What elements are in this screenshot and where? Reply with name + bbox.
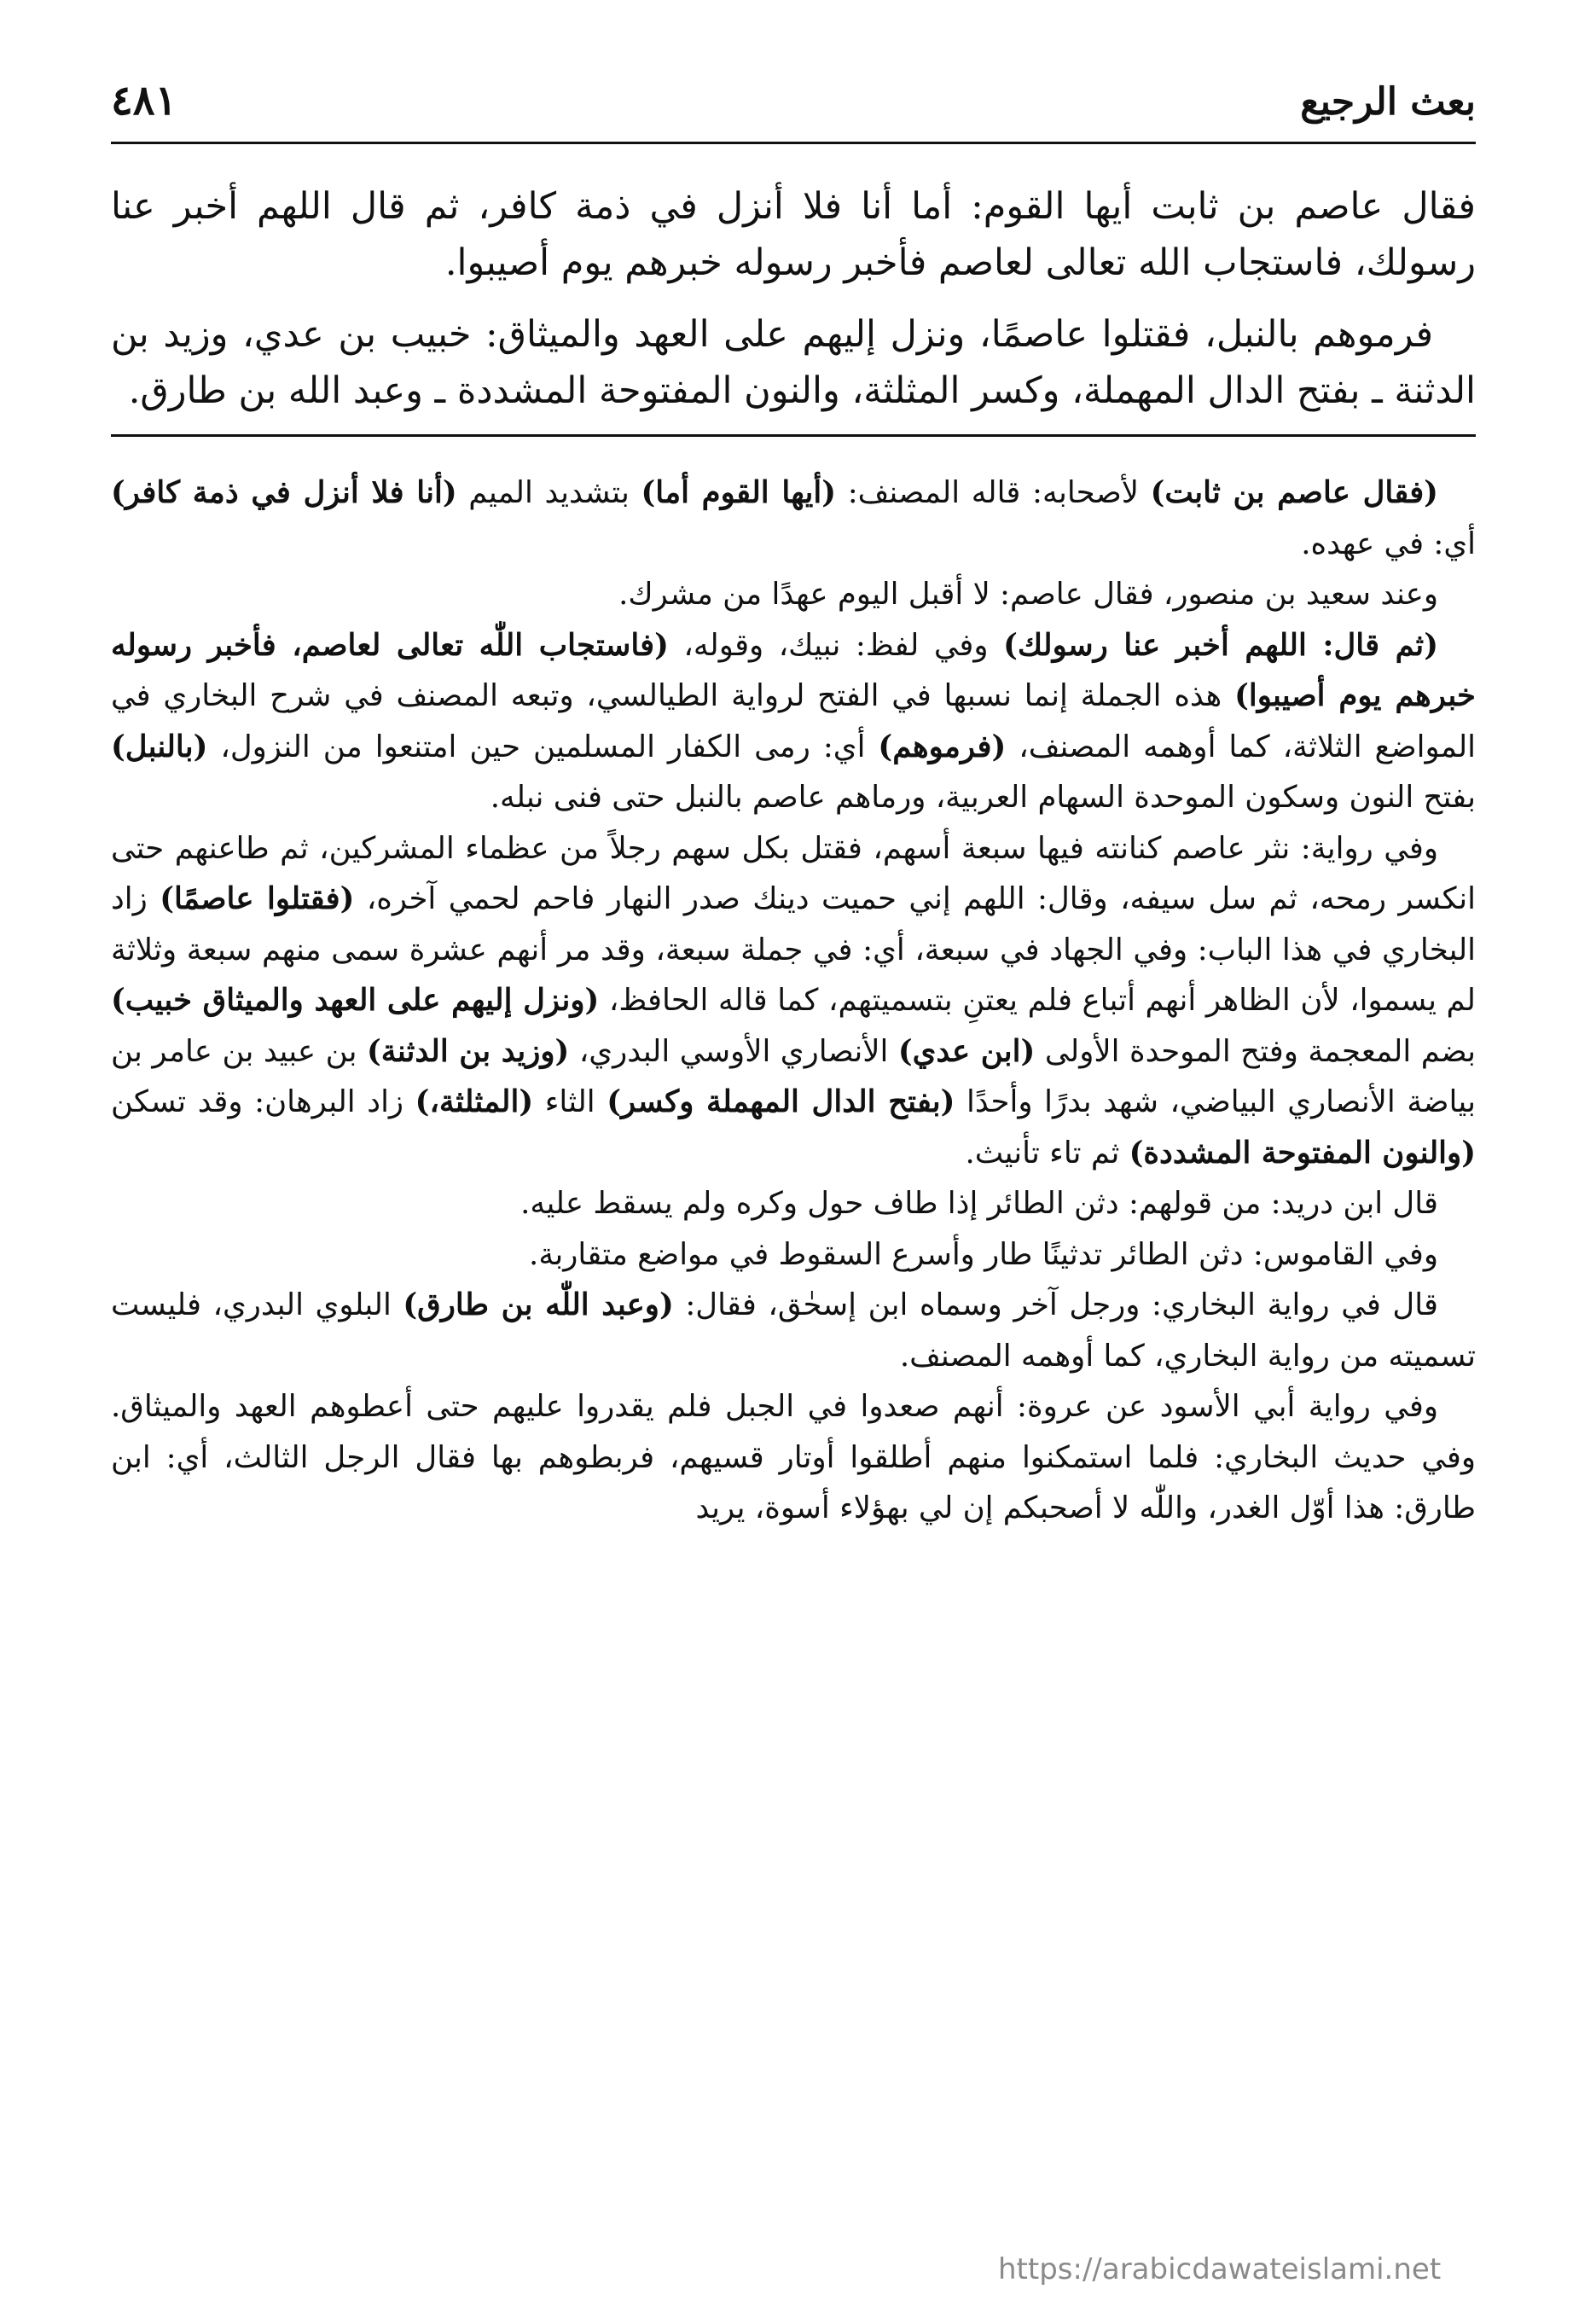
quoted-matn-phrase: (أنا فلا أنزل في ذمة كافر) bbox=[111, 475, 457, 510]
quoted-matn-phrase: (بالنبل) bbox=[111, 729, 208, 764]
commentary-phrase: الثاء bbox=[533, 1084, 607, 1119]
commentary-paragraph bbox=[111, 823, 1476, 1179]
commentary-phrase: بتشديد الميم bbox=[456, 475, 641, 510]
commentary-paragraph bbox=[111, 1381, 1476, 1534]
quoted-matn-phrase: (والنون المفتوحة المشددة) bbox=[1129, 1135, 1476, 1171]
quoted-matn-phrase: (ابن عدي) bbox=[897, 1033, 1036, 1069]
commentary-paragraph bbox=[111, 569, 1476, 620]
commentary-phrase: قال ابن دريد: من قولهم: دثن الطائر إذا طاف حول وكره ولم يسقط عليه. bbox=[520, 1186, 1438, 1221]
quoted-matn-phrase: (وزيد بن الدثنة) bbox=[366, 1033, 570, 1069]
watermark-url: https://arabicdawateislami.net bbox=[998, 2252, 1442, 2286]
commentary-phrase: أي: في عهده. bbox=[1301, 526, 1476, 561]
commentary-phrase: زاد البرهان: وقد تسكن bbox=[111, 1084, 415, 1119]
quoted-matn-phrase: (فرموهم) bbox=[878, 729, 1007, 764]
commentary-phrase: وعند سعيد بن منصور، فقال عاصم: لا أقبل اليوم عهدًا من مشرك. bbox=[618, 577, 1438, 612]
commentary-phrase: بن عبيد بن عامر بن بياضة الأنصاري البياضي، شهد بدرًا وأحدًا bbox=[111, 1033, 1476, 1119]
commentary-phrase: لأصحابه: قاله المصنف: bbox=[836, 475, 1151, 510]
quoted-matn-phrase: (وعبد اللّٰه بن طارق) bbox=[403, 1287, 674, 1322]
commentary-paragraph bbox=[111, 468, 1476, 569]
quoted-matn-phrase: (ونزل إليهم على العهد والميثاق خبيب) bbox=[111, 983, 600, 1018]
commentary-paragraph bbox=[111, 1280, 1476, 1381]
commentary-phrase: هذه الجملة إنما نسبها في الفتح لرواية الطيالسي، وتبعه المصنف في شرح البخاري في المواضع الثلاثة، كما أوهمه المصنف، bbox=[111, 678, 1476, 764]
page-number: ٤٨١ bbox=[111, 77, 177, 125]
quoted-matn-phrase: (المثلثة،) bbox=[415, 1084, 534, 1119]
main-text-paragraph: فرموهم بالنبل، فقتلوا عاصمًا، ونزل إليهم على العهد والميثاق: خبيب بن عدي، وزيد بن الدثنة ـ بفتح الدال المهملة، وكسر المثلثة، والنون المفتوحة المشددة ـ وعبد الله بن طارق. bbox=[111, 313, 1476, 412]
running-header bbox=[111, 75, 1476, 144]
commentary-phrase: وفي القاموس: دثن الطائر تدثينًا طار وأسرع السقوط في مواضع متقاربة. bbox=[529, 1236, 1438, 1272]
commentary-phrase: بفتح النون وسكون الموحدة السهام العربية، ورماهم عاصم بالنبل حتى فنى نبله. bbox=[490, 780, 1476, 815]
chapter-title: بعث الرجيع bbox=[1300, 80, 1476, 124]
commentary-phrase: قال في رواية البخاري: ورجل آخر وسماه ابن إسحٰق، فقال: bbox=[673, 1287, 1438, 1322]
quoted-matn-phrase: (بفتح الدال المهملة وكسر) bbox=[607, 1084, 955, 1119]
quoted-matn-phrase: (أيها القوم أما) bbox=[641, 475, 837, 510]
commentary-phrase: وفي لفظ: نبيك، وقوله، bbox=[668, 627, 1004, 663]
commentary-phrase: الأنصاري الأوسي البدري، bbox=[569, 1033, 898, 1069]
commentary-paragraph bbox=[111, 620, 1476, 823]
commentary-phrase: وفي رواية: نثر عاصم كنانته فيها سبعة أسهم، فقتل بكل سهم رجلاً من عظماء المشركين، ثم طاعنهم حتى انكسر رمحه، ثم سل سيفه، وقال: اللهم إني حميت دينك صدر النهار فاحم لحمي آخره، bbox=[111, 830, 1476, 916]
quoted-matn-phrase: (فقال عاصم بن ثابت) bbox=[1150, 475, 1438, 510]
text-separator-line bbox=[111, 434, 1476, 437]
book-page bbox=[111, 75, 1476, 1534]
main-text bbox=[111, 178, 1476, 419]
main-text-paragraph: فقال عاصم بن ثابت أيها القوم: أما أنا فلا أنزل في ذمة كافر، ثم قال اللهم أخبر عنا رسولك، فاستجاب الله تعالى لعاصم فأخبر رسوله خبرهم يوم أصيبوا. bbox=[111, 185, 1476, 284]
commentary-paragraph bbox=[111, 1229, 1476, 1281]
commentary-text bbox=[111, 468, 1476, 1534]
commentary-paragraph bbox=[111, 1178, 1476, 1229]
quoted-matn-phrase: (ثم قال: اللهم أخبر عنا رسولك) bbox=[1003, 627, 1438, 663]
commentary-phrase: ثم تاء تأنيث. bbox=[965, 1135, 1129, 1171]
commentary-phrase: البلوي البدري، فليست تسميته من رواية البخاري، كما أوهمه المصنف. bbox=[111, 1287, 1476, 1374]
commentary-phrase: أي: رمى الكفار المسلمين حين امتنعوا من النزول، bbox=[207, 729, 879, 764]
commentary-phrase: زاد البخاري في هذا الباب: وفي الجهاد في سبعة، أي: في جملة سبعة، وقد مر أنهم عشرة سمى منهم سبعة وثلاثة لم يسموا، لأن الظاهر أنهم أتباع فلم يعتنِ بتسميتهم، كما قاله الحافظ، bbox=[111, 881, 1476, 1018]
commentary-phrase: وفي رواية أبي الأسود عن عروة: أنهم صعدوا في الجبل فلم يقدروا عليهم حتى أعطوهم العهد والميثاق. وفي حديث البخاري: فلما استمكنوا منهم أطلقوا أوتار قسيهم، فربطوهم بها فقال الرجل الثالث، أي: ابن طارق: هذا أوّل الغدر، واللّٰه لا أصحبكم إن لي بهؤلاء أسوة، يريد bbox=[111, 1389, 1476, 1525]
quoted-matn-phrase: (فاستجاب اللّٰه تعالى لعاصم، فأخبر رسوله خبرهم يوم أصيبوا) bbox=[111, 627, 1476, 713]
commentary-phrase: بضم المعجمة وفتح الموحدة الأولى bbox=[1035, 1033, 1476, 1069]
quoted-matn-phrase: (فقتلوا عاصمًا) bbox=[160, 881, 355, 916]
